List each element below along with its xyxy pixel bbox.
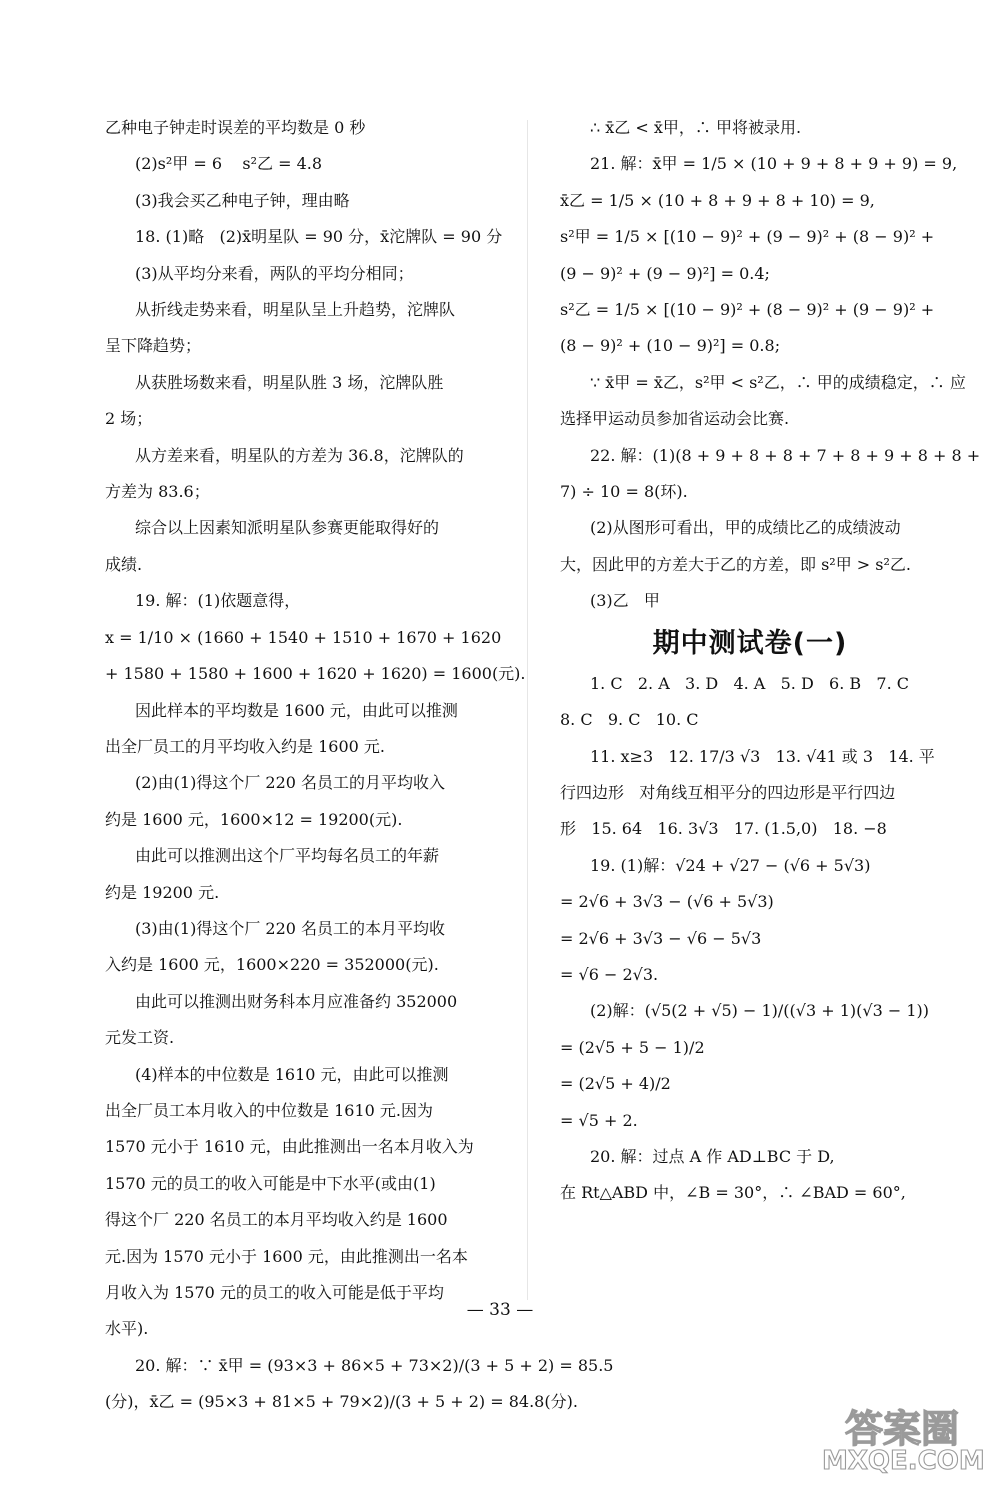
watermark-url: MXQE.COM	[822, 1446, 985, 1476]
text-line: (3)乙 甲	[590, 591, 660, 611]
text-line: (8 − 9)² + (10 − 9)²] = 0.8;	[560, 336, 781, 356]
text-line: (分)，x̄乙 = (95×3 + 81×5 + 79×2)/(3 + 5 + 2) = 84.8(分).	[105, 1392, 578, 1412]
text-line: 从获胜场数来看，明星队胜 3 场，沱牌队胜	[135, 372, 444, 392]
text-line: 由此可以推测出这个厂平均每名员工的年薪	[135, 846, 440, 866]
text-line: 乙种电子钟走时误差的平均数是 0 秒	[105, 118, 366, 137]
text-line: 由此可以推测出财务科本月应准备约 352000	[135, 991, 458, 1011]
column-divider	[527, 120, 528, 1300]
text-line: 约是 19200 元.	[105, 882, 220, 902]
text-line: (3)我会买乙种电子钟，理由略	[135, 190, 350, 210]
text-line: 得这个厂 220 名员工的本月平均收入约是 1600	[105, 1210, 448, 1230]
text-line: 形 15. 64 16. 3√3 17. (1.5,0) 18. −8	[560, 819, 887, 839]
text-line: 7) ÷ 10 = 8(环).	[560, 482, 688, 502]
text-line: 20. 解：过点 A 作 AD⊥BC 于 D,	[590, 1146, 835, 1166]
text-line: 入约是 1600 元，1600×220 = 352000(元).	[105, 955, 439, 975]
text-line: 在 Rt△ABD 中，∠B = 30°，∴ ∠BAD = 60°,	[560, 1183, 906, 1203]
text-line: x̄乙 = 1/5 × (10 + 8 + 9 + 8 + 10) = 9,	[560, 190, 875, 210]
text-line: 成绩.	[105, 554, 143, 574]
text-line: 因此样本的平均数是 1600 元，由此可以推测	[135, 700, 458, 720]
text-line: 行四边形 对角线互相平分的四边形是平行四边	[560, 782, 896, 802]
text-line: (3)从平均分来看，两队的平均分相同；	[135, 263, 414, 283]
watermark-title: 答案圈	[844, 1407, 959, 1451]
page-number: — 33 —	[466, 1300, 534, 1320]
text-line: 2 场；	[105, 409, 153, 429]
text-line: = √5 + 2.	[560, 1110, 638, 1130]
text-line: 出全厂员工的月平均收入约是 1600 元.	[105, 736, 385, 756]
text-line: = 2√6 + 3√3 − (√6 + 5√3)	[560, 892, 774, 912]
text-line: 11. x≥3 12. 17/3 √3 13. √41 或 3 14. 平	[590, 746, 935, 766]
text-line: 19. (1)解：√24 + √27 − (√6 + 5√3)	[590, 855, 871, 875]
text-line: 月收入为 1570 元的员工的收入可能是低于平均	[105, 1283, 444, 1302]
watermark-logo	[822, 1398, 985, 1478]
text-line: 1. C 2. A 3. D 4. A 5. D 6. B 7. C	[590, 673, 910, 693]
text-line: 1570 元小于 1610 元，由此推测出一名本月收入为	[105, 1137, 474, 1157]
text-line: (2)s²甲 = 6 s²乙 = 4.8	[135, 154, 323, 174]
text-line: 水平).	[105, 1319, 149, 1339]
text-line: 从折线走势来看，明星队呈上升趋势，沱牌队	[135, 300, 456, 320]
text-line: 19. 解：(1)依题意得，	[135, 591, 301, 611]
text-line: 综合以上因素知派明星队参赛更能取得好的	[135, 518, 440, 538]
right-column	[560, 110, 981, 1212]
text-line: 18. (1)略 (2)x̄明星队 = 90 分，x̄沱牌队 = 90 分	[135, 227, 503, 247]
text-line: 方差为 83.6；	[105, 482, 210, 502]
text-line: 20. 解：∵ x̄甲 = (93×3 + 86×5 + 73×2)/(3 + 5 + 2) = 85.5	[135, 1355, 614, 1375]
text-line: 从方差来看，明星队的方差为 36.8，沱牌队的	[135, 445, 464, 465]
text-line: 1570 元的员工的收入可能是中下水平(或由(1)	[105, 1173, 436, 1193]
text-line: 元.因为 1570 元小于 1600 元，由此推测出一名本	[105, 1246, 468, 1266]
text-line: 元发工资.	[105, 1028, 175, 1048]
text-line: ∵ x̄甲 = x̄乙，s²甲 < s²乙，∴ 甲的成绩稳定，∴ 应	[590, 372, 966, 392]
text-line: 21. 解：x̄甲 = 1/5 × (10 + 9 + 8 + 9 + 9) = 9,	[590, 154, 958, 174]
text-line: = 2√6 + 3√3 − √6 − 5√3	[560, 928, 762, 948]
text-line: 呈下降趋势；	[105, 336, 202, 356]
section-heading: 期中测试卷(一)	[652, 627, 848, 659]
text-line: 8. C 9. C 10. C	[560, 710, 699, 730]
text-line: (4)样本的中位数是 1610 元，由此可以推测	[135, 1064, 449, 1084]
text-line: s²乙 = 1/5 × [(10 − 9)² + (8 − 9)² + (9 − 9)² +	[560, 300, 935, 320]
text-line: = (2√5 + 5 − 1)/2	[560, 1037, 705, 1057]
text-line: (2)由(1)得这个厂 220 名员工的月平均收入	[135, 773, 446, 793]
text-line: x = 1/10 × (1660 + 1540 + 1510 + 1670 + 1620	[105, 627, 502, 647]
text-line: 选择甲运动员参加省运动会比赛.	[560, 409, 790, 429]
text-line: = √6 − 2√3.	[560, 964, 659, 984]
text-line: (2)从图形可看出，甲的成绩比乙的成绩波动	[590, 518, 901, 538]
text-line: ∴ x̄乙 < x̄甲，∴ 甲将被录用.	[590, 118, 802, 137]
text-line: 大，因此甲的方差大于乙的方差，即 s²甲 > s²乙.	[560, 554, 912, 574]
text-line: = (2√5 + 4)/2	[560, 1074, 671, 1094]
text-line: (9 − 9)² + (9 − 9)²] = 0.4;	[560, 263, 770, 283]
text-line: (3)由(1)得这个厂 220 名员工的本月平均收	[135, 918, 446, 938]
text-line: + 1580 + 1580 + 1600 + 1620 + 1620) = 1600(元).	[105, 664, 526, 684]
text-line: 约是 1600 元，1600×12 = 19200(元).	[105, 809, 403, 829]
text-line: 22. 解：(1)(8 + 9 + 8 + 8 + 7 + 8 + 9 + 8 + 8 +	[590, 445, 981, 465]
text-line: s²甲 = 1/5 × [(10 − 9)² + (9 − 9)² + (8 − 9)² +	[560, 227, 935, 247]
text-line: 出全厂员工本月收入的中位数是 1610 元.因为	[105, 1100, 433, 1120]
text-line: (2)解：(√5(2 + √5) − 1)/((√3 + 1)(√3 − 1))	[590, 1001, 930, 1021]
